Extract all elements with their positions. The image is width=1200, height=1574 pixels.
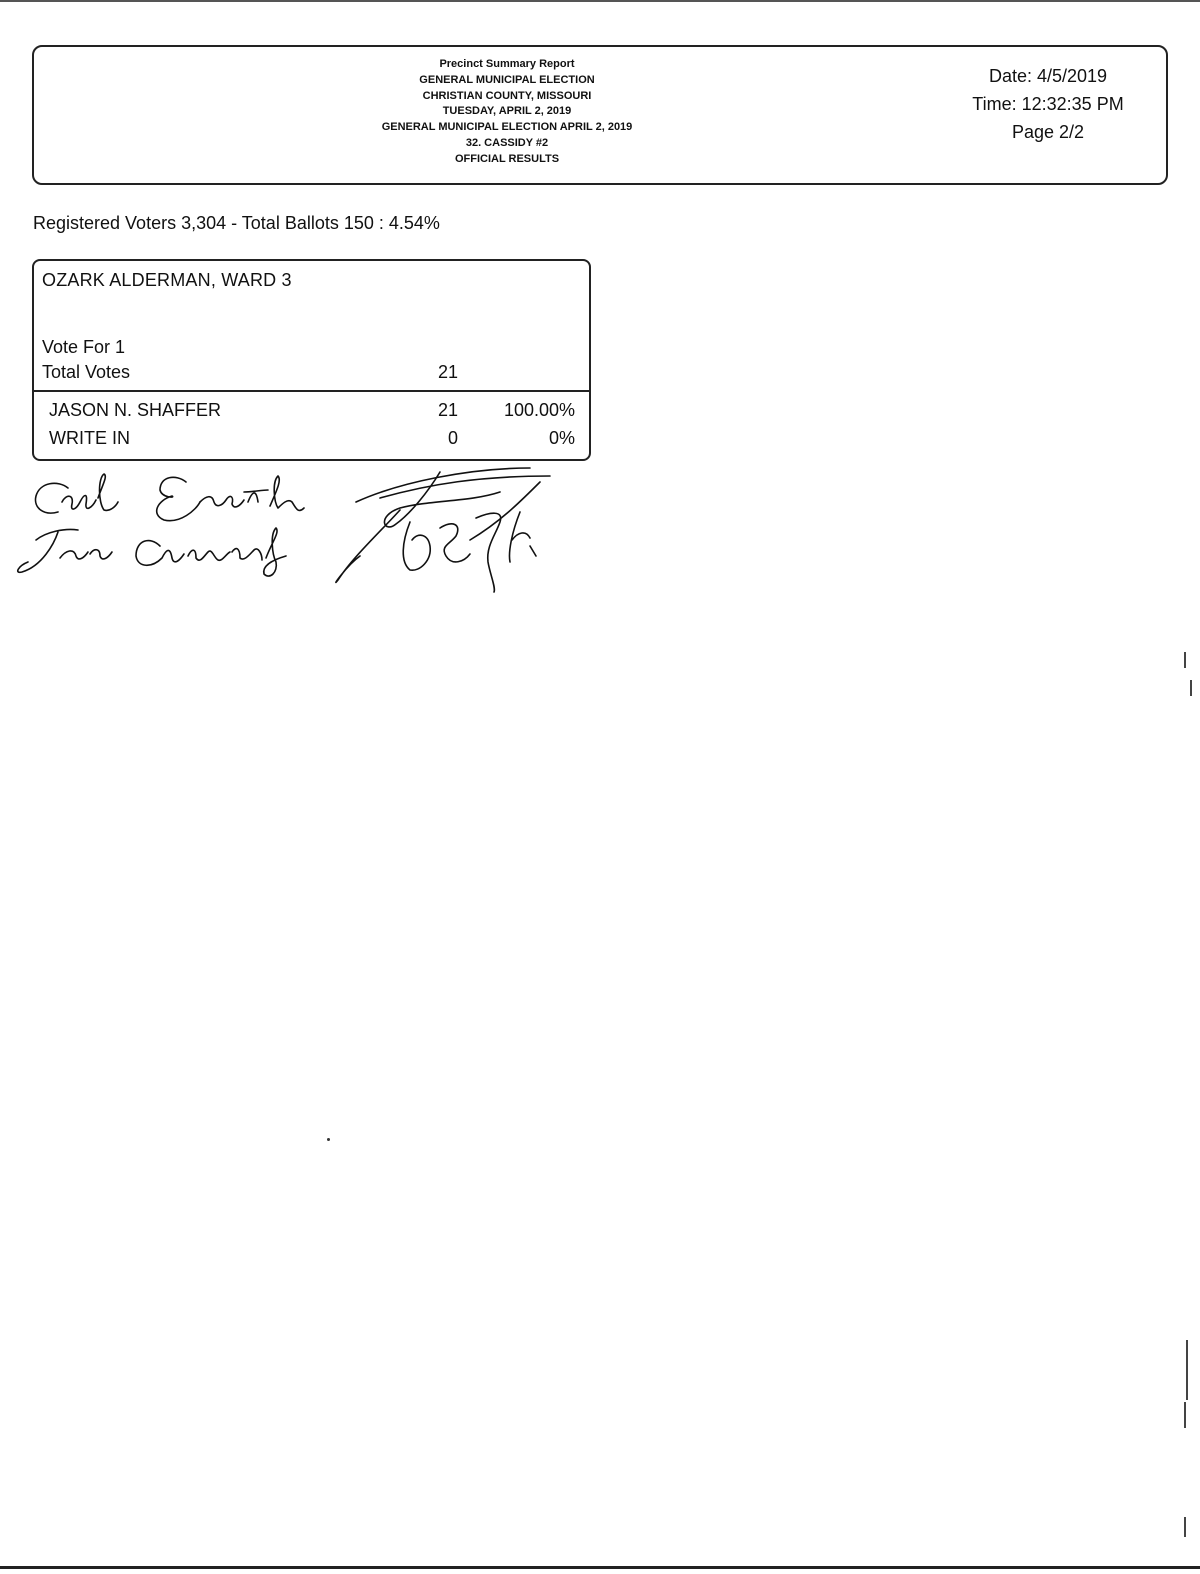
candidate-percent: 100.00% [503, 400, 575, 420]
precinct-name: 32. CASSIDY #2 [465, 136, 549, 149]
page-top-rule [0, 0, 1200, 2]
signature-2 [18, 528, 286, 576]
contest-divider [34, 390, 589, 392]
election-full-name: GENERAL MUNICIPAL ELECTION APRIL 2, 2019 [381, 121, 633, 134]
candidate-percent: 0% [548, 428, 575, 448]
election-name: GENERAL MUNICIPAL ELECTION [419, 73, 595, 86]
candidate-row [34, 428, 589, 454]
candidate-votes: 21 [437, 400, 458, 420]
candidate-row [34, 400, 589, 426]
scan-edge-mark [1190, 680, 1192, 696]
vote-for-label: Vote For 1 [42, 337, 126, 357]
candidate-name: WRITE IN [49, 428, 130, 448]
contest-results-box [32, 259, 591, 461]
report-time: Time: 12:32:35 PM [972, 94, 1124, 114]
scan-edge-mark [1184, 652, 1186, 668]
total-votes-label: Total Votes [42, 362, 131, 382]
signatures [0, 462, 600, 602]
candidate-votes: 0 [447, 428, 458, 448]
report-meta [938, 62, 1158, 146]
page-bottom-rule [0, 1566, 1200, 1569]
report-header [32, 45, 1168, 185]
report-title: Precinct Summary Report [439, 58, 575, 70]
voter-turnout-summary: Registered Voters 3,304 - Total Ballots 150 : 4.54% [33, 213, 440, 233]
contest-title: OZARK ALDERMAN, WARD 3 [42, 270, 292, 290]
scan-edge-mark [1184, 1517, 1186, 1537]
candidate-name: JASON N. SHAFFER [49, 400, 222, 420]
election-date: TUESDAY, APRIL 2, 2019 [442, 105, 572, 118]
scan-edge-mark [1184, 1402, 1186, 1428]
scan-edge-mark [1186, 1340, 1188, 1400]
page-number: Page 2/2 [1011, 122, 1085, 142]
results-status: OFFICIAL RESULTS [454, 152, 560, 165]
report-title-block [34, 57, 980, 168]
scan-speck [327, 1138, 330, 1141]
signature-3 [336, 468, 550, 592]
jurisdiction: CHRISTIAN COUNTY, MISSOURI [422, 89, 592, 102]
total-votes-value: 21 [437, 362, 458, 382]
report-date: Date: 4/5/2019 [988, 66, 1108, 86]
signature-1 [36, 474, 304, 521]
